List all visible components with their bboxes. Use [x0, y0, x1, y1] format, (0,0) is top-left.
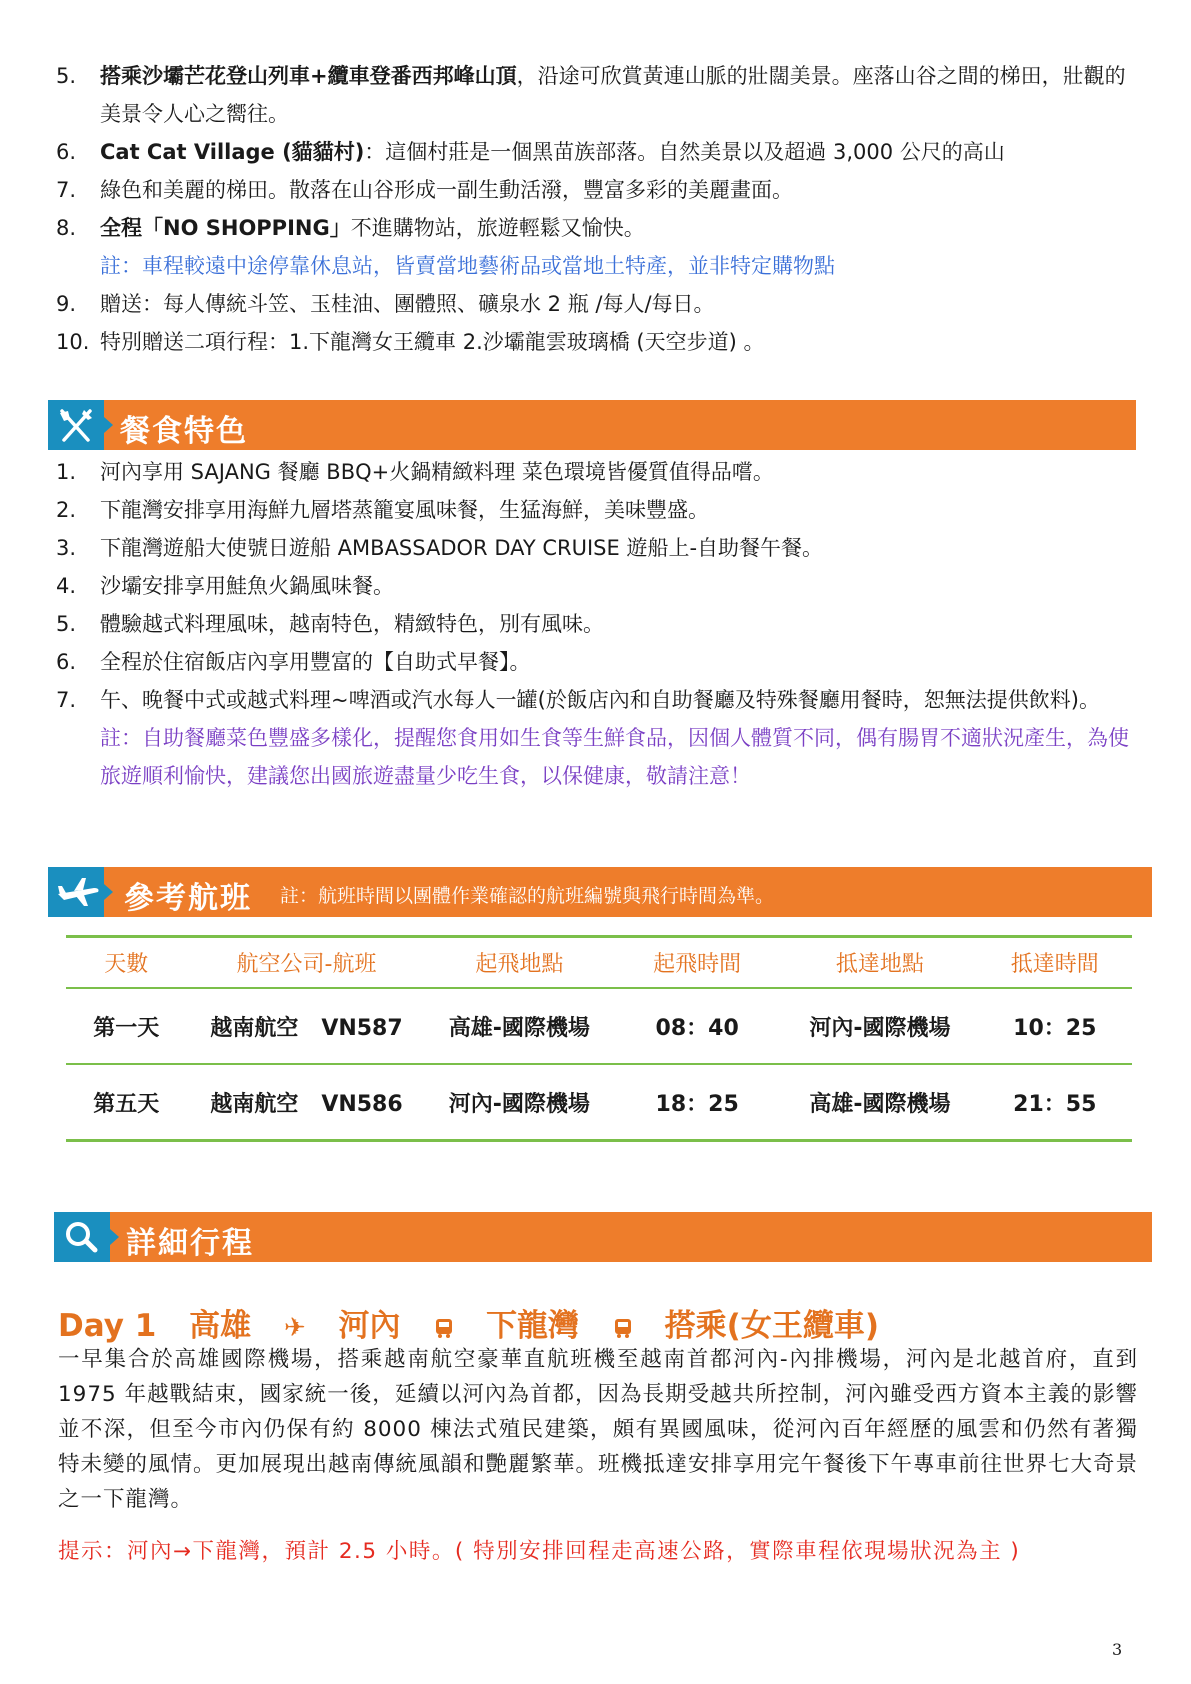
bus-icon: [433, 1317, 455, 1339]
day-description: 一早集合於高雄國際機場，搭乘越南航空豪華直航班機至越南首都河內-內排機場，河內是北越首府，直到 1975 年越戰結束，國家統一後，延續以河內為首都，因為長期受越共所控制，河內雖受西方資本主義的影響並不深，但至今市內仍保有約 8000 棟法式殖民建築，頗有異國風味，從河內百年經歷的風雲和仍然有著獨特未變的風情。更加展現出越南傳統風韻和艷麗繁華。班機抵達安排享用完午餐後下午專車前往世界七大奇景之一下龍灣。: [58, 1347, 1139, 1512]
airplane-icon: ✈: [283, 1313, 306, 1343]
page-number: 3: [1112, 1640, 1123, 1659]
flights-section-header: [48, 867, 1152, 917]
list-item: 3. 下龍灣遊船大使號日遊船 AMBASSADOR DAY CRUISE 遊船上-自助餐午餐。: [56, 536, 824, 560]
food-list: [56, 453, 1136, 795]
food-note: 註：自助餐廳菜色豐盛多樣化，提醒您食用如生食等生鮮食品，因個人體質不同，偶有腸胃不適狀況產生，為使旅遊順利愉快，建議您出國旅遊盡量少吃生食，以保健康，敬請注意！: [100, 726, 1129, 788]
table-row: 第一天 越南航空 VN587 高雄-國際機場 08：40 河內-國際機場 10：25: [66, 988, 1132, 1064]
list-item: 2. 下龍灣安排享用海鮮九層塔蒸籠宴風味餐，生猛海鮮，美味豐盛。: [56, 498, 709, 522]
list-item: 5. 體驗越式料理風味，越南特色，精緻特色，別有風味。: [56, 612, 604, 636]
food-section-title: 餐食特色: [120, 414, 248, 449]
list-item: 7. 午、晚餐中式或越式料理~啤酒或汽水每人一罐(於飯店內和自助餐廳及特殊餐廳用餐時，恕無法提供飲料)。: [56, 688, 1100, 712]
list-item: 9. 贈送：每人傳統斗笠、玉桂油、團體照、礦泉水 2 瓶 /每人/每日。: [56, 292, 715, 316]
list-item: 8. 全程「NO SHOPPING」不進購物站，旅遊輕鬆又愉快。: [56, 216, 645, 240]
fork-knife-icon: [48, 400, 104, 450]
itinerary-section-header: [54, 1212, 1152, 1262]
flights-note: 註：航班時間以團體作業確認的航班編號與飛行時間為準。: [280, 885, 775, 907]
list-item: 6. 全程於住宿飯店內享用豐富的【自助式早餐】。: [56, 650, 531, 674]
flights-section-title: 參考航班: [124, 881, 252, 916]
food-section-header: [48, 400, 1136, 450]
shopping-note: 註：車程較遠中途停靠休息站，皆賣當地藝術品或當地土特產，並非特定購物點: [100, 254, 835, 278]
travel-tip: 提示：河內→下龍灣，預計 2.5 小時。( 特別安排回程走高速公路，實際車程依現場狀況為主 ): [58, 1539, 1021, 1564]
list-item: 6. Cat Cat Village (貓貓村)：這個村莊是一個黑苗族部落。自然美景以及超過 3,000 公尺的高山: [56, 140, 1005, 164]
itinerary-section-title: 詳細行程: [126, 1226, 254, 1261]
flights-table: [66, 935, 1132, 1142]
magnifier-icon: [54, 1212, 110, 1262]
bus-icon: [612, 1317, 634, 1339]
list-item: 5. 搭乘沙壩芒花登山列車+纜車登番西邦峰山頂，沿途可欣賞黃連山脈的壯闊美景。座落山谷之間的梯田，壯觀的美景令人心之嚮往。: [56, 64, 1126, 126]
list-item: 7. 綠色和美麗的梯田。散落在山谷形成一副生動活潑，豐富多彩的美麗畫面。: [56, 178, 793, 202]
list-item: 4. 沙壩安排享用鮭魚火鍋風味餐。: [56, 574, 394, 598]
table-header-row: 天數 航空公司-航班 起飛地點 起飛時間 抵達地點 抵達時間: [66, 937, 1132, 989]
list-item: 10. 特別贈送二項行程：1.下龍灣女王纜車 2.沙壩龍雲玻璃橋 (天空步道) 。: [56, 330, 765, 354]
day-heading: Day 1 高雄 ✈ 河內 下龍灣 搭乘(女王纜車): [58, 1308, 879, 1344]
table-row: 第五天 越南航空 VN586 河內-國際機場 18：25 高雄-國際機場 21：55: [66, 1064, 1132, 1141]
list-item: 1. 河內享用 SAJANG 餐廳 BBQ+火鍋精緻料理 菜色環境皆優質值得品嚐。: [56, 460, 774, 484]
highlights-list: [56, 57, 1136, 361]
airplane-icon: [48, 867, 104, 917]
